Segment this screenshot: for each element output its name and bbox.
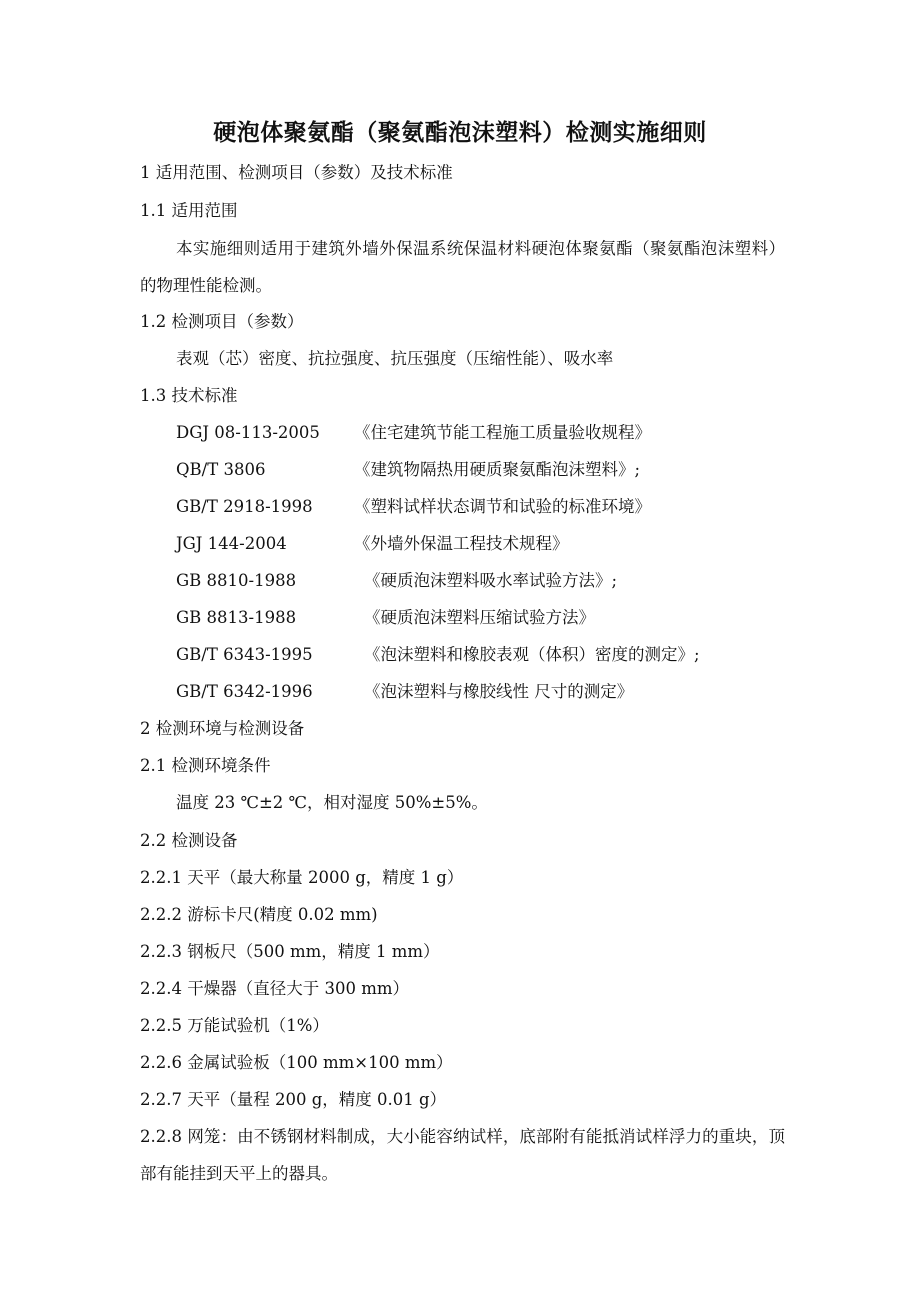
standard-row bbox=[176, 533, 569, 555]
section-2-heading: 2 检测环境与检测设备 bbox=[140, 719, 305, 738]
standard-code: GB/T 6343-1995 bbox=[176, 645, 313, 664]
equipment-item: 2.2.7 天平（量程 200 g，精度 0.01 g） bbox=[140, 1090, 447, 1109]
section-1-heading: 1 适用范围、检测项目（参数）及技术标准 bbox=[140, 163, 453, 182]
standard-code: DGJ 08-113-2005 bbox=[176, 423, 320, 442]
section-2-2-heading: 2.2 检测设备 bbox=[140, 831, 238, 850]
standard-row bbox=[176, 496, 651, 518]
section-2-1-text: 温度 23 ℃±2 ℃，相对湿度 50%±5%。 bbox=[176, 793, 488, 812]
standard-row bbox=[176, 607, 595, 629]
standard-name: 《硬质泡沫塑料吸水率试验方法》; bbox=[364, 571, 618, 590]
equipment-item-2-2-8: 2.2.8 网笼：由不锈钢材料制成，大小能容纳试样，底部附有能抵消试样浮力的重块，顶部有能挂到天平上的器具。 bbox=[140, 1127, 785, 1183]
standard-name: 《泡沫塑料和橡胶表观（体积）密度的测定》; bbox=[364, 645, 700, 664]
standard-name: 《外墙外保温工程技术规程》 bbox=[354, 534, 569, 553]
section-1-1-heading: 1.1 适用范围 bbox=[140, 201, 238, 220]
standard-row bbox=[176, 681, 634, 703]
standard-name: 《住宅建筑节能工程施工质量验收规程》 bbox=[354, 423, 651, 442]
section-1-2-heading: 1.2 检测项目（参数） bbox=[140, 312, 304, 331]
standard-row bbox=[176, 644, 700, 666]
standard-name: 《塑料试样状态调节和试验的标准环境》 bbox=[354, 497, 651, 516]
equipment-item: 2.2.1 天平（最大称量 2000 g，精度 1 g） bbox=[140, 868, 464, 887]
standard-code: QB/T 3806 bbox=[176, 460, 266, 479]
standard-row bbox=[176, 422, 651, 444]
document-title: 硬泡体聚氨酯（聚氨酯泡沫塑料）检测实施细则 bbox=[213, 119, 707, 146]
equipment-item: 2.2.3 钢板尺（500 mm，精度 1 mm） bbox=[140, 942, 440, 961]
standard-code: GB/T 6342-1996 bbox=[176, 682, 313, 701]
standard-code: GB 8810-1988 bbox=[176, 571, 297, 590]
standard-code: JGJ 144-2004 bbox=[176, 534, 287, 553]
standard-name: 《建筑物隔热用硬质聚氨酯泡沫塑料》; bbox=[354, 460, 641, 479]
standard-row bbox=[176, 570, 618, 592]
standard-code: GB 8813-1988 bbox=[176, 608, 297, 627]
equipment-item: 2.2.4 干燥器（直径大于 300 mm） bbox=[140, 979, 410, 998]
equipment-item: 2.2.6 金属试验板（100 mm×100 mm） bbox=[140, 1053, 453, 1072]
section-2-1-heading: 2.1 检测环境条件 bbox=[140, 756, 271, 775]
standard-name: 《硬质泡沫塑料压缩试验方法》 bbox=[364, 608, 595, 627]
standard-name: 《泡沫塑料与橡胶线性 尺寸的测定》 bbox=[364, 682, 634, 701]
equipment-item: 2.2.5 万能试验机（1%） bbox=[140, 1016, 329, 1035]
section-1-3-heading: 1.3 技术标准 bbox=[140, 386, 238, 405]
section-1-2-text: 表观（芯）密度、抗拉强度、抗压强度（压缩性能）、吸水率 bbox=[176, 349, 614, 368]
section-1-1-text: 本实施细则适用于建筑外墙外保温系统保温材料硬泡体聚氨酯（聚氨酯泡沫塑料）的物理性能检测。 bbox=[140, 239, 785, 295]
standard-code: GB/T 2918-1998 bbox=[176, 497, 313, 516]
standard-row bbox=[176, 459, 641, 481]
equipment-item: 2.2.2 游标卡尺(精度 0.02 mm) bbox=[140, 905, 378, 924]
